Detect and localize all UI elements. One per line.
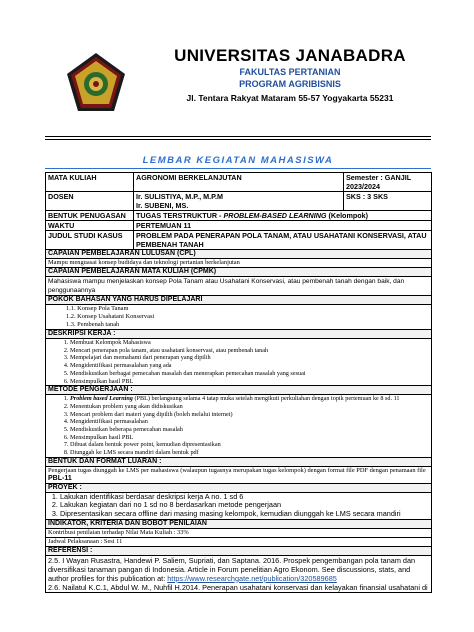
row-bentuk-penugasan	[46, 211, 432, 221]
proyek-item: 2. Lakukan kegiatan dari no 1 sd no 8 berdasarkan metode pengerjaan	[60, 501, 429, 510]
reference-1: 2.5. I Wayan Rusastra, Handewi P. Saliem, Supriati, dan Saptana. 2016. Prospek pengembangan pola tanam dan diversifikasi tanaman pangan di Indonesia. Article in Forum penelitian Agro Ekonom. See discussions, stats, and author profiles for this publication at: https://www.researchgate.net/publication/320589685	[48, 555, 416, 583]
metode-item: 8. Diunggah ke LMS secara mandiri dalam bentuk pdf	[70, 449, 429, 457]
reference-1-link[interactable]: https://www.researchgate.net/publication/320589685	[167, 573, 337, 583]
header-divider	[45, 136, 431, 137]
metode-items-row	[46, 395, 432, 458]
luaran-title-row	[46, 457, 432, 466]
cpmk-title-row	[46, 268, 432, 277]
referensi-items-row	[46, 555, 432, 592]
row-judul	[46, 231, 432, 250]
waktu-value: PERTEMUAN 11	[134, 221, 432, 231]
metode-item: 5. Mendiskusikan beberapa pemecahan masalah	[70, 426, 429, 434]
cpmk-text: Mahasiswa mampu menjelaskan konsep Pola Tanam atau Usahatani Konservasi, atau pembenah tanah dengan baik, dan penggunaannya	[46, 277, 432, 296]
cpmk-text-row	[46, 277, 432, 296]
university-name: UNIVERSITAS JANABADRA	[174, 46, 406, 65]
indikator-title-row	[46, 519, 432, 528]
metode-item: 4. Mengidentifikasi permasalahan	[70, 418, 429, 426]
pokok-item: 1.1. Konsep Pola Tanam	[66, 305, 129, 312]
semester-value: Semester : GANJIL 2023/2024	[344, 173, 432, 192]
waktu-label: WAKTU	[46, 221, 134, 231]
proyek-items-row	[46, 492, 432, 519]
row-waktu	[46, 221, 432, 231]
indikator-title: INDIKATOR, KRITERIA DAN BOBOT PENILAIAN	[46, 519, 432, 528]
pokok-item: 1.2. Konsep Usahatani Konservasi	[66, 313, 155, 320]
kerja-item: 4. Mengidentifikasi permasalahan yang ada	[70, 362, 429, 370]
kerja-item: 6. Mensimpulkan hasil PBL	[70, 378, 429, 386]
metode-item: 2. Menentukan problem yang akan didiskusikan	[70, 403, 429, 411]
indikator-line2-row	[46, 537, 432, 546]
metode-item: 3. Mencari problem dari materi yang dipilih (boleh melalui internet)	[70, 411, 429, 419]
kerja-item: 1. Membuat Kelompok Mahasiswa	[70, 339, 429, 347]
proyek-list	[48, 493, 429, 519]
mata-kuliah-label: MATA KULIAH	[46, 173, 134, 192]
activity-sheet-table	[45, 172, 432, 593]
cpmk-title: CAPAIAN PEMBELAJARAN MATA KULIAH (CPMK)	[46, 268, 432, 277]
row-dosen	[46, 192, 432, 211]
kerja-item: 5. Mendiskusikan berbagai pemecahan masalah dan menerapkan pemecahan masalah yang sesuai	[70, 370, 429, 378]
luaran-filename: PBL-11	[48, 474, 72, 482]
title-underline	[45, 168, 431, 169]
judul-value: PROBLEM PADA PENERAPAN POLA TANAM, ATAU USAHATANI KONSERVASI, ATAU PEMBENAH TANAH	[134, 231, 432, 250]
indikator-kontribusi: Kontribusi penilaian terhadap Nilai Mata Kuliah : 33%	[46, 528, 432, 537]
judul-label: JUDUL STUDI KASUS	[46, 231, 134, 250]
letterhead	[45, 42, 431, 130]
metode-item: 1. Problem based Learning (PBL) berlangsung selama 4 tatap muka setelah mengikuti perkuliahan dengan topik pertemuan ke 8 sd. 11	[70, 395, 429, 403]
bentuk-label: BENTUK PENUGASAN	[46, 211, 134, 221]
proyek-title-row	[46, 483, 432, 492]
kerja-title: DESKRIPSI KERJA :	[46, 330, 432, 339]
metode-item: 7. Dibuat dalam bentuk power point, kemudian dipresentasikan	[70, 441, 429, 449]
metode-list	[48, 395, 429, 457]
referensi-title-row	[46, 546, 432, 555]
cpl-title: CAPAIAN PEMBELAJARAN LULUSAN (CPL)	[46, 250, 432, 259]
cpl-title-row	[46, 250, 432, 259]
kerja-title-row	[46, 330, 432, 339]
pokok-title: POKOK BAHASAN YANG HARUS DIPELAJARI	[46, 296, 432, 305]
indikator-jadwal: Jadwal Pelaksanaan : Sesi 11	[46, 537, 432, 546]
program-name: PROGRAM AGRIBISNIS	[239, 79, 341, 89]
mata-kuliah-value: AGRONOMI BERKELANJUTAN	[134, 173, 344, 192]
reference-2: 2.6. Nailatul K.C.1, Abdul W. M., Nuhfil H.2014. Penerapan usahatani konservasi dan kelayakan finansial usahatani di	[48, 582, 428, 592]
cpl-text: Mampu menguasai konsep budidaya dan teknologi pertanian berkelanjutan	[46, 259, 432, 268]
kerja-item: 3. Mempelajari dan memahami dari penerapan yang dipilih	[70, 354, 429, 362]
university-address: Jl. Tentara Rakyat Mataram 55-57 Yogyakarta 55231	[186, 93, 394, 103]
metode-title-row	[46, 386, 432, 395]
proyek-item: 3. Dipresentasikan secara offline dari masing masing kelompok, kemudian diunggah ke LMS secara mandiri	[60, 510, 429, 519]
university-logo	[65, 52, 127, 114]
cpl-text-row	[46, 259, 432, 268]
indikator-line1-row	[46, 528, 432, 537]
luaran-text: Pengerjaan tugas diunggah ke LMS per mahasiswa (walaupun tugasnya merupakan tugas kelompok) dengan format file PDF dengan penamaan file PBL-11	[46, 466, 432, 483]
luaran-title: BENTUK DAN FORMAT LUARAN :	[46, 457, 432, 466]
pokok-title-row	[46, 296, 432, 305]
bentuk-value: TUGAS TERSTRUKTUR - PROBLEM-BASED LEARNING (Kelompok)	[134, 211, 432, 221]
faculty-name: FAKULTAS PERTANIAN	[239, 67, 341, 77]
header-divider-thin	[45, 139, 431, 140]
document-page	[45, 42, 431, 593]
luaran-text-row	[46, 466, 432, 483]
kerja-items-row	[46, 339, 432, 386]
metode-title: METODE PENGERJAAN :	[46, 386, 432, 395]
proyek-title: PROYEK :	[46, 483, 432, 492]
referensi-title: REFERENSI :	[46, 546, 432, 555]
row-mata-kuliah	[46, 173, 432, 192]
document-title: LEMBAR KEGIATAN MAHASISWA	[142, 155, 334, 166]
kerja-list	[48, 339, 429, 385]
dosen-name-1: Ir. SULISTIYA, M.P., M.P.M	[136, 192, 223, 201]
pokok-item: 1.3. Pembenah tanah	[66, 321, 120, 328]
kerja-item: 2. Mencari penerapan pola tanam, atau usahatani konservasi, atau pembenah tanah	[70, 347, 429, 355]
dosen-name-2: Ir. SUBENI, MS.	[136, 201, 189, 210]
sks-value: SKS : 3 SKS	[344, 192, 432, 211]
metode-item: 6. Mensimpulkan hasil PBL	[70, 434, 429, 442]
dosen-label: DOSEN	[46, 192, 134, 211]
proyek-item: 1. Lakukan identifikasi berdasar deskripsi kerja A no. 1 sd 6	[60, 493, 429, 502]
pokok-items-row	[46, 305, 432, 330]
